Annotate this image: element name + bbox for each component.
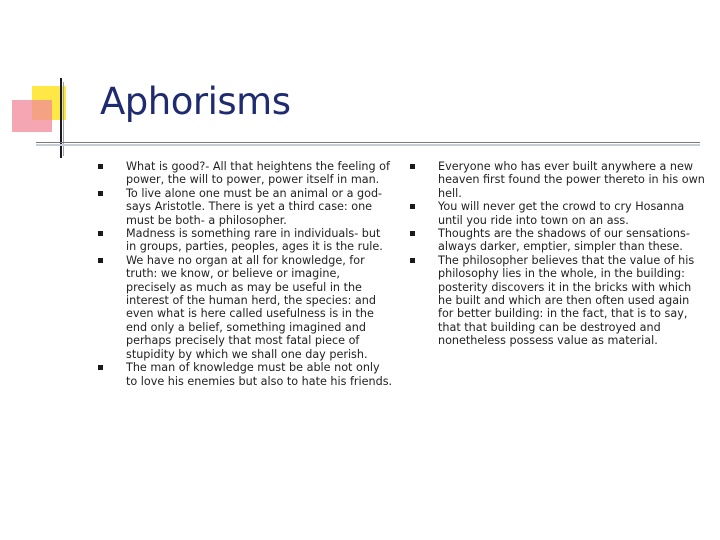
bullet-item (410, 227, 705, 254)
square-bullet-icon (410, 204, 415, 209)
bullet-text: You will never get the crowd to cry Hosanna until you ride into town on an ass. (438, 200, 685, 227)
square-bullet-icon (98, 365, 103, 370)
bullet-item (98, 160, 393, 187)
decorative-vertical-line (60, 78, 62, 158)
square-bullet-icon (98, 191, 103, 196)
decorative-pink-square (12, 100, 52, 132)
bullet-item (410, 254, 705, 348)
bullet-item (98, 227, 393, 254)
bullet-text: The man of knowledge must be able not only to love his enemies but also to hate his friends. (126, 361, 393, 388)
square-bullet-icon (410, 231, 415, 236)
square-bullet-icon (98, 231, 103, 236)
right-bullet-list (410, 160, 705, 348)
square-bullet-icon (98, 164, 103, 169)
bullet-text: The philosopher believes that the value of his philosophy lies in the whole, in the building: posterity discovers it in the bricks with which he built and which are then often used again for better building: in the fact, that is to say, that that building can be destroyed and nonetheless possess value as material. (438, 253, 695, 348)
square-bullet-icon (410, 164, 415, 169)
bullet-item (410, 200, 705, 227)
bullet-item (410, 160, 705, 200)
bullet-text: To live alone one must be an animal or a god- says Aristotle. There is yet a third case: one must be both- a philosopher. (126, 186, 383, 227)
bullet-item (98, 361, 393, 388)
left-bullet-list (98, 160, 393, 388)
bullet-text: Thoughts are the shadows of our sensations- always darker, emptier, simpler than these. (438, 227, 690, 254)
title-underline-shadow (36, 144, 700, 146)
title-underline (36, 142, 700, 143)
square-bullet-icon (410, 258, 415, 263)
bullet-text: We have no organ at all for knowledge, for truth: we know, or believe or imagine, precisely as much as may be useful in the interest of the human herd, the species: and even what is here called usefulness is in the end only a belief, something imagined and perhaps precisely that most fatal piece of stupidity by which we shall one day perish. (126, 253, 376, 361)
bullet-text: Madness is something rare in individuals- but in groups, parties, peoples, ages it is the rule. (126, 227, 383, 254)
square-bullet-icon (98, 258, 103, 263)
bullet-item (98, 254, 393, 361)
bullet-item (98, 187, 393, 227)
bullet-text: Everyone who has ever built anywhere a new heaven first found the power thereto in his own hell. (438, 160, 705, 200)
slide-title: Aphorisms (100, 80, 291, 123)
bullet-text: What is good?- All that heightens the feeling of power, the will to power, power itself in man. (126, 160, 390, 187)
